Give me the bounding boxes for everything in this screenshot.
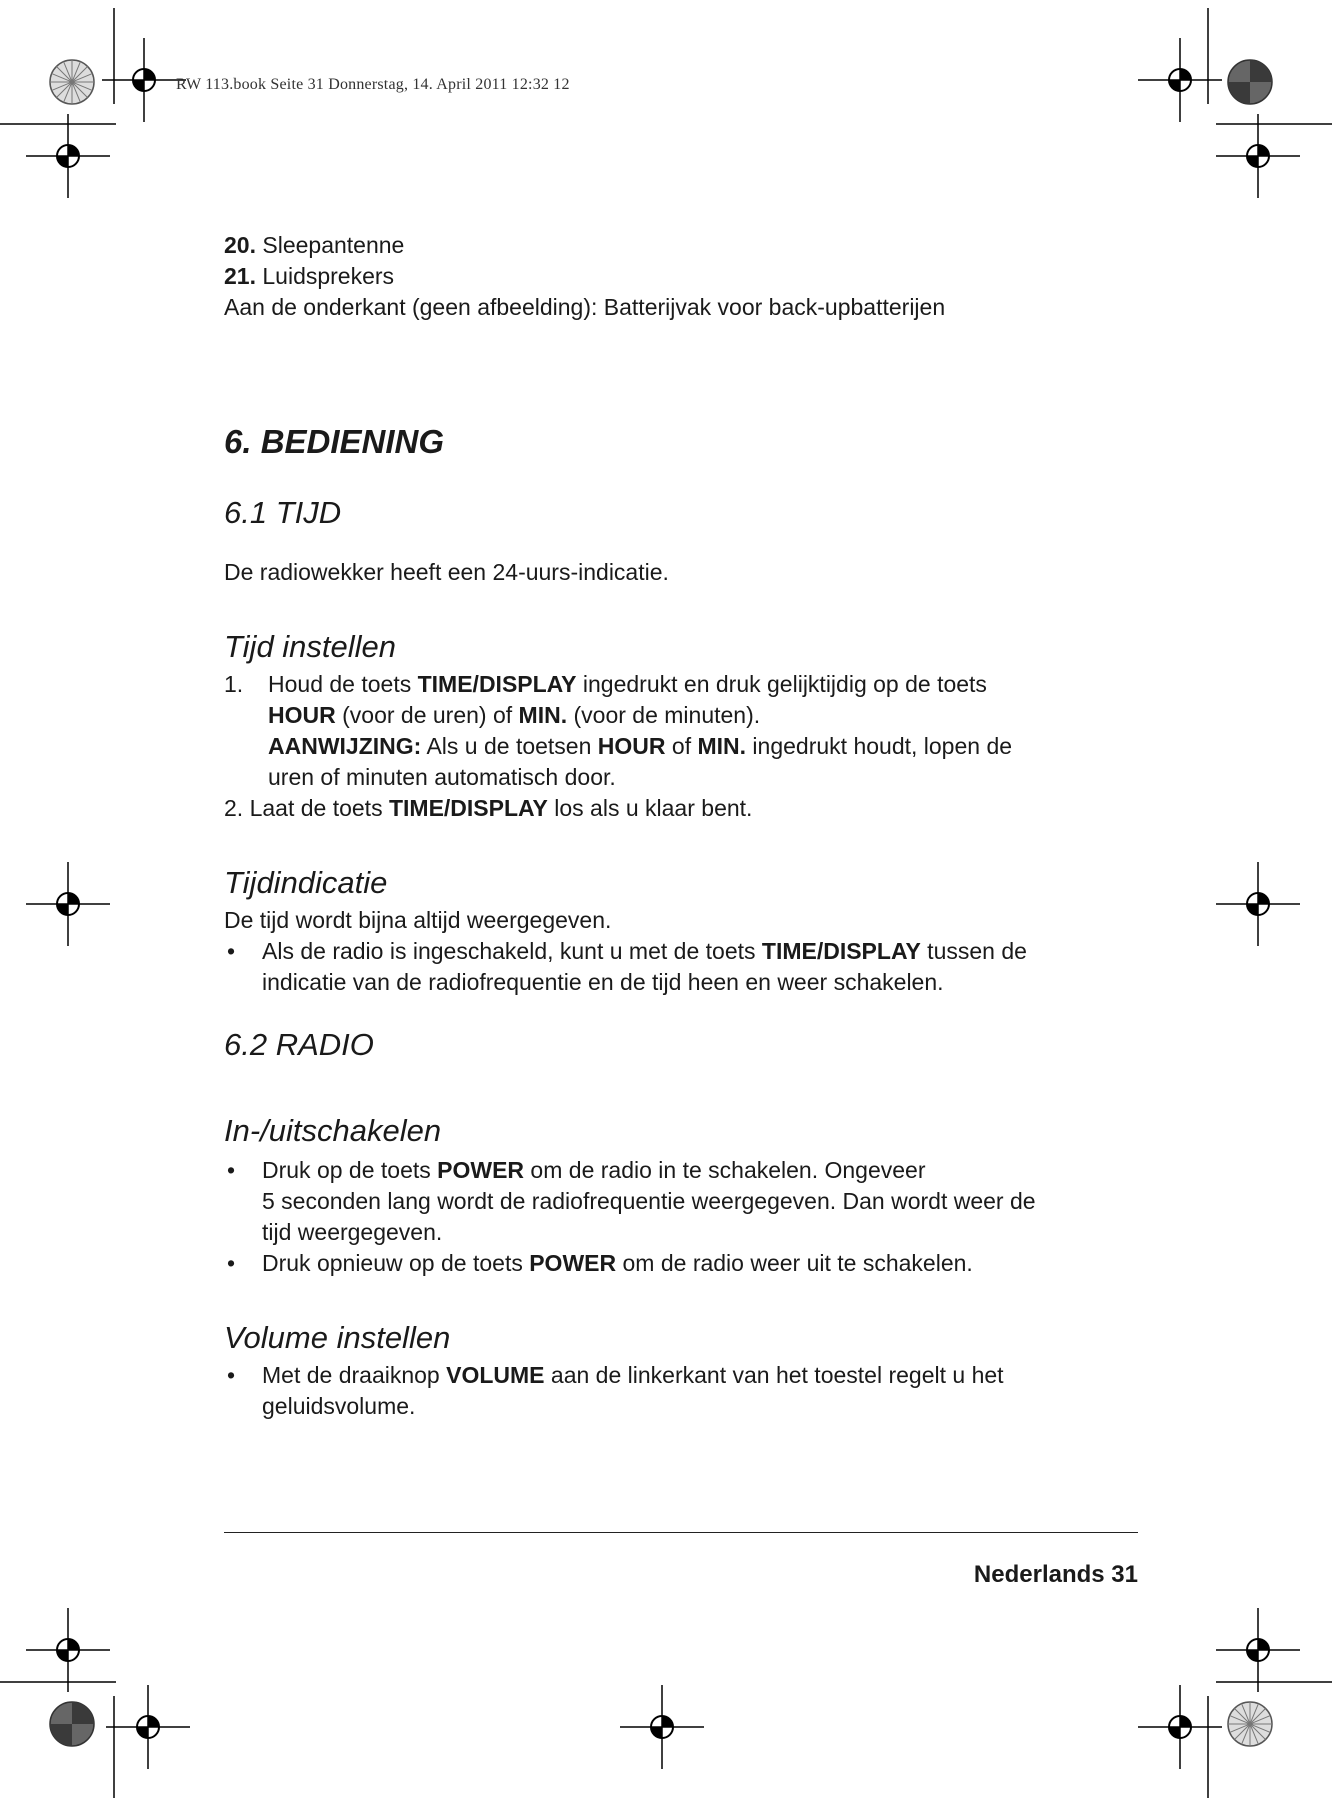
step-text: Houd de toets bbox=[268, 671, 418, 697]
bullet-text: 5 seconden lang wordt de radiofrequentie weergegeven. Dan wordt weer de bbox=[262, 1188, 1036, 1214]
item-number: 21. bbox=[224, 263, 256, 289]
note-text: of bbox=[665, 733, 698, 759]
footer-rule bbox=[224, 1532, 1138, 1533]
bullet-text: geluidsvolume. bbox=[262, 1393, 416, 1419]
item-label: Luidsprekers bbox=[262, 263, 395, 289]
key-name: HOUR bbox=[597, 733, 666, 759]
intro-text: De tijd wordt bijna altijd weergegeven. bbox=[224, 907, 612, 933]
bullet-text: Als de radio is ingeschakeld, kunt u met de toets bbox=[262, 938, 762, 964]
step-2 bbox=[224, 793, 1139, 824]
note bbox=[268, 731, 1139, 762]
page-content bbox=[224, 230, 1139, 1422]
key-name: POWER bbox=[437, 1157, 525, 1183]
key-name: TIME/DISPLAY bbox=[761, 938, 921, 964]
topic-heading-tijd-instellen: Tijd instellen bbox=[224, 629, 397, 664]
bullet-item bbox=[224, 1155, 1139, 1248]
bullet-text: Druk opnieuw op de toets bbox=[262, 1250, 530, 1276]
parts-list bbox=[224, 230, 1139, 323]
note-text: ingedrukt houdt, lopen de bbox=[746, 733, 1013, 759]
subsection-heading-radio: 6.2 RADIO bbox=[224, 1027, 374, 1062]
key-name: HOUR bbox=[268, 702, 336, 728]
list-item bbox=[224, 230, 1139, 261]
step-text: los als u klaar bent. bbox=[547, 795, 753, 821]
note-text: uren of minuten automatisch door. bbox=[268, 764, 616, 790]
section-heading: 6. BEDIENING bbox=[224, 423, 445, 460]
bullet-text: tijd weergegeven. bbox=[262, 1219, 443, 1245]
step-text: (voor de minuten). bbox=[567, 702, 761, 728]
key-name: VOLUME bbox=[446, 1362, 545, 1388]
note-text: Als u de toetsen bbox=[421, 733, 598, 759]
bullet-glyph: • bbox=[227, 1362, 236, 1388]
topic-heading-in-uitschakelen: In-/uitschakelen bbox=[224, 1113, 442, 1148]
step-text: Laat de toets bbox=[243, 795, 389, 821]
item-number: 20. bbox=[224, 232, 256, 258]
bullet-text: Met de draaiknop bbox=[262, 1362, 447, 1388]
step-number: 2. bbox=[224, 795, 244, 821]
bullet-text: tussen de bbox=[920, 938, 1027, 964]
bullet-glyph: • bbox=[227, 938, 236, 964]
bullet-text: Druk op de toets bbox=[262, 1157, 438, 1183]
item-label: Sleepantenne bbox=[262, 232, 405, 258]
bullet-glyph: • bbox=[227, 1157, 236, 1183]
bullet-item bbox=[224, 1248, 1139, 1279]
note-label: AANWIJZING: bbox=[268, 733, 422, 759]
intro-text: De radiowekker heeft een 24-uurs-indicatie. bbox=[224, 559, 669, 585]
bullet-text: om de radio weer uit te schakelen. bbox=[616, 1250, 973, 1276]
bullet-text: indicatie van de radiofrequentie en de tijd heen en weer schakelen. bbox=[262, 969, 944, 995]
topic-heading-tijdindicatie: Tijdindicatie bbox=[224, 865, 388, 900]
bullet-glyph: • bbox=[227, 1250, 236, 1276]
print-header: RW 113.book Seite 31 Donnerstag, 14. April 2011 12:32 12 bbox=[176, 76, 570, 93]
list-item bbox=[224, 261, 1139, 292]
bullet-item bbox=[224, 936, 1139, 998]
key-name: POWER bbox=[529, 1250, 617, 1276]
topic-heading-volume-instellen: Volume instellen bbox=[224, 1320, 451, 1355]
subsection-heading-tijd: 6.1 TIJD bbox=[224, 495, 342, 530]
step-number: 1. bbox=[224, 671, 244, 697]
bullet-text: om de radio in te schakelen. Ongeveer bbox=[524, 1157, 926, 1183]
bullet-item bbox=[224, 1360, 1139, 1422]
key-name: TIME/DISPLAY bbox=[417, 671, 577, 697]
key-name: TIME/DISPLAY bbox=[388, 795, 548, 821]
page-footer: Nederlands 31 bbox=[973, 1561, 1138, 1588]
step-text: (voor de uren) of bbox=[335, 702, 519, 728]
key-name: MIN. bbox=[518, 702, 568, 728]
step-1 bbox=[224, 669, 1139, 793]
step-text: ingedrukt en druk gelijktijdig op de toets bbox=[576, 671, 987, 697]
bullet-text: aan de linkerkant van het toestel regelt u het bbox=[544, 1362, 1004, 1388]
key-name: MIN. bbox=[697, 733, 747, 759]
parts-note: Aan de onderkant (geen afbeelding): Batterijvak voor back-upbatterijen bbox=[224, 294, 946, 320]
